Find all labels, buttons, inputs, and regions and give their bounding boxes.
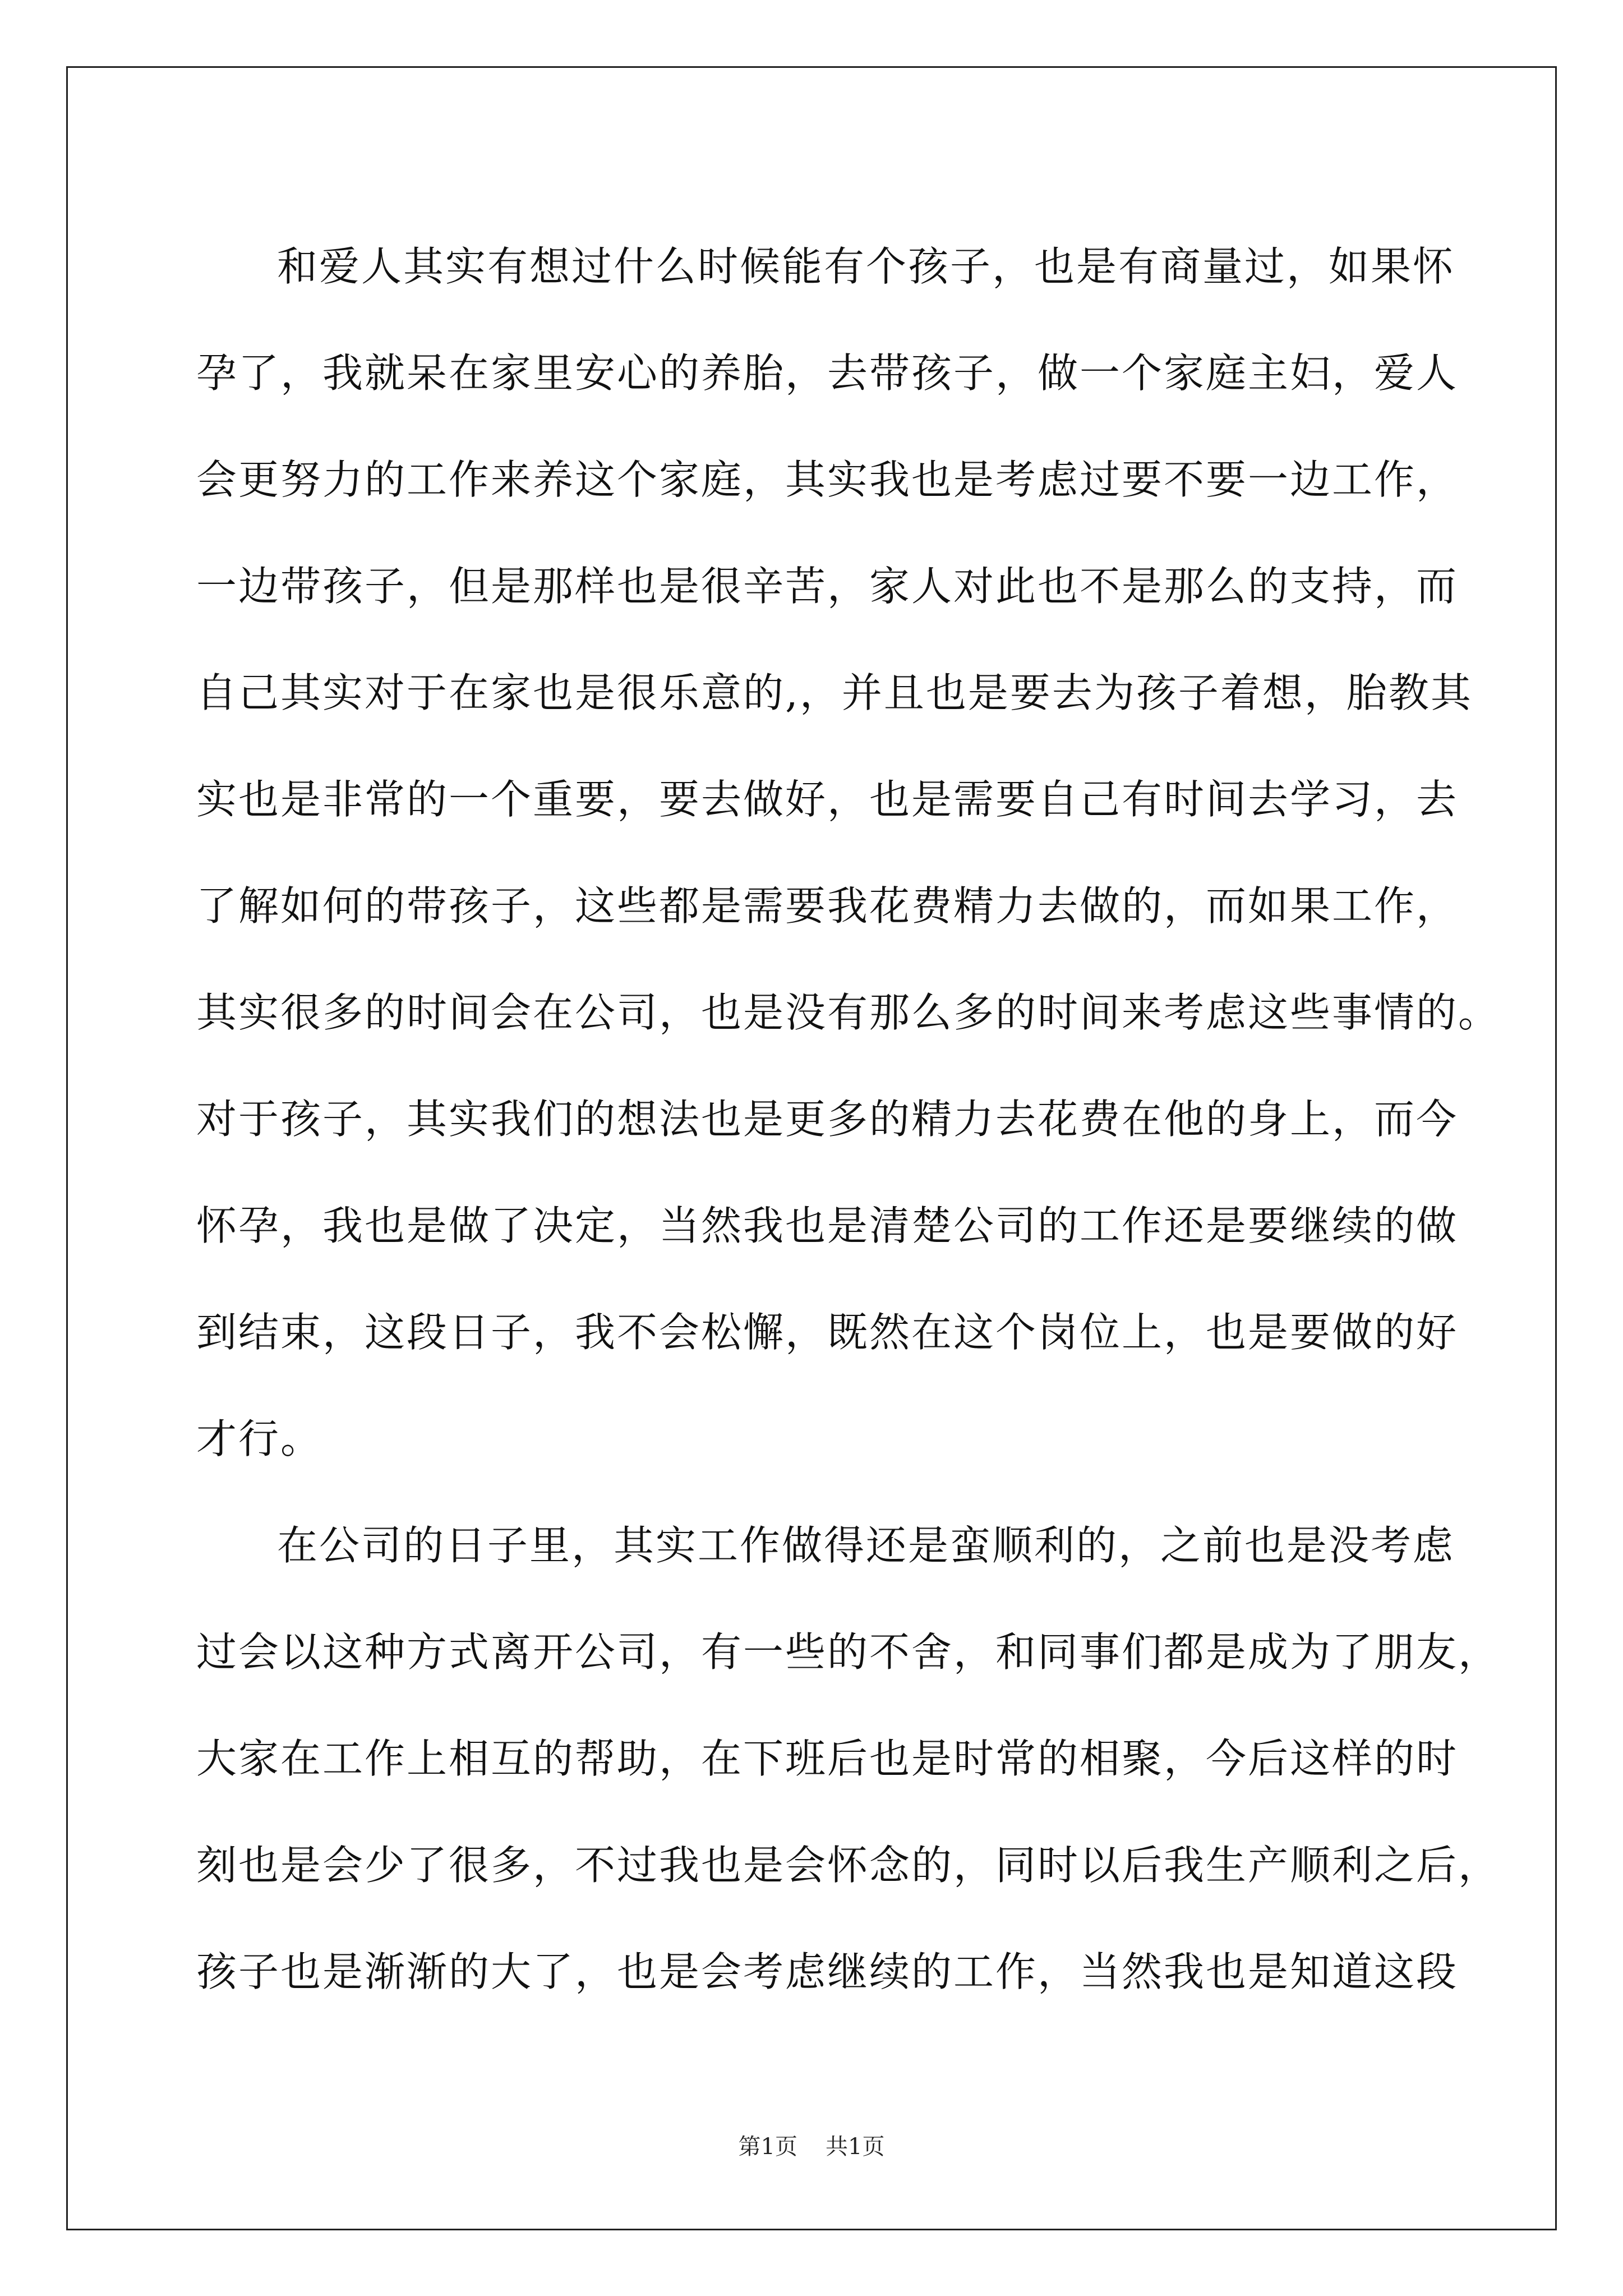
paragraph-2-line-1: 在公司的日子里，其实工作做得还是蛮顺利的，之前也是没考虑 <box>277 1522 1455 1569</box>
paragraph-1-line-12: 才行。 <box>196 1415 323 1462</box>
paragraph-2-line-3: 大家在工作上相互的帮助，在下班后也是时常的相聚，今后这样的时 <box>196 1735 1459 1782</box>
paragraph-2-line-2: 过会以这种方式离开公司，有一些的不舍，和同事们都是成为了朋友， <box>196 1628 1501 1676</box>
page-number-current: 第1页 <box>738 2134 797 2160</box>
paragraph-1-line-1: 和爱人其实有想过什么时候能有个孩子，也是有商量过，如果怀 <box>277 243 1455 290</box>
paragraph-1-line-5: 自己其实对于在家也是很乐意的,，并且也是要去为孩子着想，胎教其 <box>196 669 1473 716</box>
paragraph-1-line-10: 怀孕，我也是做了决定，当然我也是清楚公司的工作还是要继续的做 <box>196 1202 1459 1249</box>
paragraph-1-line-11: 到结束，这段日子，我不会松懈，既然在这个岗位上，也是要做的好 <box>196 1309 1459 1356</box>
paragraph-1-line-2: 孕了，我就呆在家里安心的养胎，去带孩子，做一个家庭主妇，爱人 <box>196 349 1459 397</box>
paragraph-1-line-8: 其实很多的时间会在公司，也是没有那么多的时间来考虑这些事情的。 <box>196 989 1501 1036</box>
paragraph-1-line-9: 对于孩子，其实我们的想法也是更多的精力去花费在他的身上，而今 <box>196 1096 1459 1143</box>
page-number-total: 共1页 <box>826 2134 885 2160</box>
paragraph-1-line-3: 会更努力的工作来养这个家庭，其实我也是考虑过要不要一边工作， <box>196 456 1459 503</box>
paragraph-1-line-4: 一边带孩子，但是那样也是很辛苦，家人对此也不是那么的支持，而 <box>196 563 1459 610</box>
paragraph-2-line-4: 刻也是会少了很多，不过我也是会怀念的，同时以后我生产顺利之后， <box>196 1842 1501 1889</box>
paragraph-1-line-7: 了解如何的带孩子，这些都是需要我花费精力去做的，而如果工作， <box>196 882 1459 930</box>
document-body <box>196 213 1501 2025</box>
paragraph-2-line-5: 孩子也是渐渐的大了，也是会考虑继续的工作，当然我也是知道这段 <box>196 1948 1459 1995</box>
paragraph-1-line-6: 实也是非常的一个重要，要去做好，也是需要自己有时间去学习，去 <box>196 776 1459 823</box>
page-footer <box>0 2129 1623 2161</box>
